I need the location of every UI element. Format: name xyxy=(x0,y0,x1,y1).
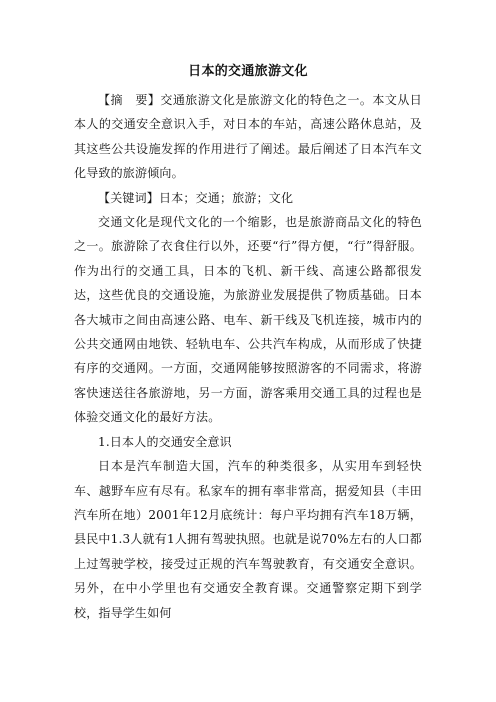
abstract-paragraph: 【摘 要】交通旅游文化是旅游文化的特色之一。本文从日本人的交通安全意识入手，对日本的车站，高速公路休息站，及其这些公共设施发挥的作用进行了阐述。最后阐述了日本汽车文化导致的旅游倾向。 xyxy=(74,93,422,181)
intro-paragraph: 交通文化是现代文化的一个缩影，也是旅游商品文化的特色之一。旅游除了衣食住行以外，还要“行”得方便，“行”得舒服。作为出行的交通工具，日本的飞机、新干线、高速公路都很发达，这些优良的交通设施，为旅游业发展提供了物质基础。日本各大城市之间由高速公路、电车、新干线及飞机连接，城市内的公共交通网由地铁、轻轨电车、公共汽车构成，从而形成了快捷有序的交通网。一方面，交通网能够按照游客的不同需求，将游客快速送往各旅游地，另一方面，游客乘用交通工具的过程也是体验交通文化的最好方法。 xyxy=(74,215,422,425)
document-page xyxy=(74,62,422,625)
keywords-paragraph: 【关键词】日本；交通；旅游；文化 xyxy=(98,190,294,205)
document-title: 日本的交通旅游文化 xyxy=(188,64,308,79)
section-1-heading: 1.日本人的交通安全意识 xyxy=(98,434,232,449)
section-1-paragraph: 日本是汽车制造大国，汽车的种类很多，从实用车到轻快车、越野车应有尽有。私家车的拥有率非常高，据爱知县（丰田汽车所在地）2001年12月底统计：每户平均拥有汽车18万辆，县民中1.3人就有1人拥有驾驶执照。也就是说70%左右的人口都上过驾驶学校，接受过正规的汽车驾驶教育，有交通安全意识。另外，在中小学里也有交通安全教育课。交通警察定期下到学校，指导学生如何 xyxy=(74,459,422,620)
